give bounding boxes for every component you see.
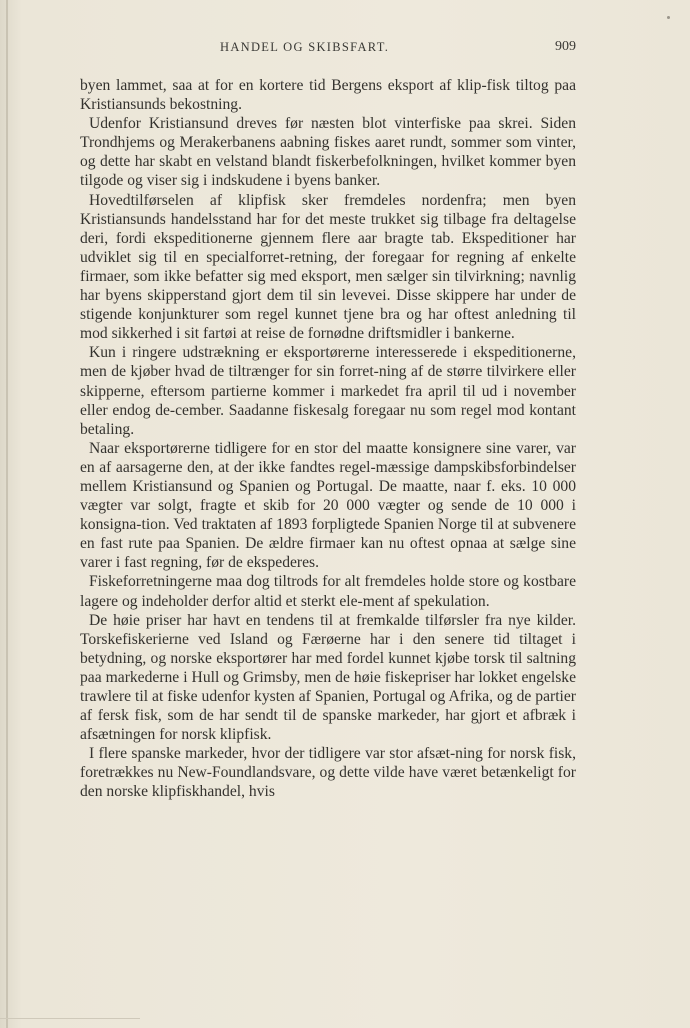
paragraph: Udenfor Kristiansund dreves før næsten blot vinterfiske paa skrei. Siden Trondhjems og Merakerbanens aabning fiskes aaret rundt, sommer som vinter, og dette har skabt en velstand blandt fiskerbefolkningen, hvilket kommer byen tilgode og viser sig i indskudene i byens banker. bbox=[80, 115, 576, 190]
paragraph: I flere spanske markeder, hvor der tidligere var stor afsæt-ning for norsk fisk, foretrækkes nu New-Foundlandsvare, og dette vilde have været betænkeligt for den norske klipfiskhandel, hvis bbox=[80, 745, 576, 801]
running-title: HANDEL OG SKIBSFART. bbox=[220, 40, 390, 54]
paragraph: Naar eksportørerne tidligere for en stor del maatte konsignere sine varer, var en af aarsagerne den, at der ikke fandtes regel-mæssige dampskibsforbindelser mellem Kristiansund og Spanien og Portugal. De maatte, naar f. eks. 10 000 vægter var solgt, fragte et skib for 20 000 vægter og sende de 10 000 i konsigna-tion. Ved traktaten af 1893 forpligtede Spanien Norge til at subvenere en fast rute paa Spanien. De ældre firmaer kan nu oftest opnaa at sælge sine varer i fast regning, før de ekspederes. bbox=[80, 439, 576, 572]
body-text bbox=[80, 76, 576, 802]
paragraph: Kun i ringere udstrækning er eksportørerne interesserede i ekspeditionerne, men de kjøber hvad de tiltrænger for sin forret-ning af de større tilvirkere eller skipperne, eftersom partierne kommer i markedet fra april til ud i november eller endog de-cember. Saadanne fiskesalg foregaar nu som regel mod kontant betaling. bbox=[80, 344, 576, 438]
paragraph: byen lammet, saa at for en kortere tid Bergens eksport af klip-fisk tiltog paa Kristiansunds bekostning. bbox=[80, 77, 576, 114]
paragraph: De høie priser har havt en tendens til at fremkalde tilførsler fra nye kilder. Torskefiskerierne ved Island og Færøerne har i den senere tid tiltaget i betydning, og norske eksportører har med fordel kunnet kjøbe torsk til saltning paa markederne i Hull og Grimsby, men de høie fiskepriser har lokket engelske trawlere til at fiske udenfor kysten af Spanien, Portugal og Afrika, og de partier af fersk fisk, som de har sendt til de spanske markeder, har gjort et afbræk i afsætningen for norsk klipfisk. bbox=[80, 611, 576, 744]
paragraph: Fiskeforretningerne maa dog tiltrods for alt fremdeles holde store og kostbare lagere og indeholder derfor altid et sterkt ele-ment af spekulation. bbox=[80, 573, 576, 610]
page-number: 909 bbox=[555, 39, 576, 54]
paragraph: Hovedtilførselen af klipfisk sker fremdeles nordenfra; men byen Kristiansunds handelsstand har for det meste trukket sig tilbage fra deltagelse deri, fordi ekspeditionerne gjennem flere aar bragte tab. Ekspeditioner har udviklet sig til en specialforret-retning, der foregaar for regning af enkelte firmaer, som ikke befatter sig med eksport, men sælger sin tilvirkning; navnlig har byens skipperstand gjort dem til sin levevei. Disse skippere har under de stigende konjunkturer som regel kunnet tjene bra og har oftest anledning til mod sikkerhed i sit fartøi at reise de fornødne driftsmidler i bankerne. bbox=[80, 191, 576, 343]
bottom-edge-line bbox=[0, 1018, 140, 1019]
page-header bbox=[80, 40, 576, 60]
binding-edge bbox=[6, 0, 8, 1028]
corner-speck bbox=[667, 16, 670, 19]
